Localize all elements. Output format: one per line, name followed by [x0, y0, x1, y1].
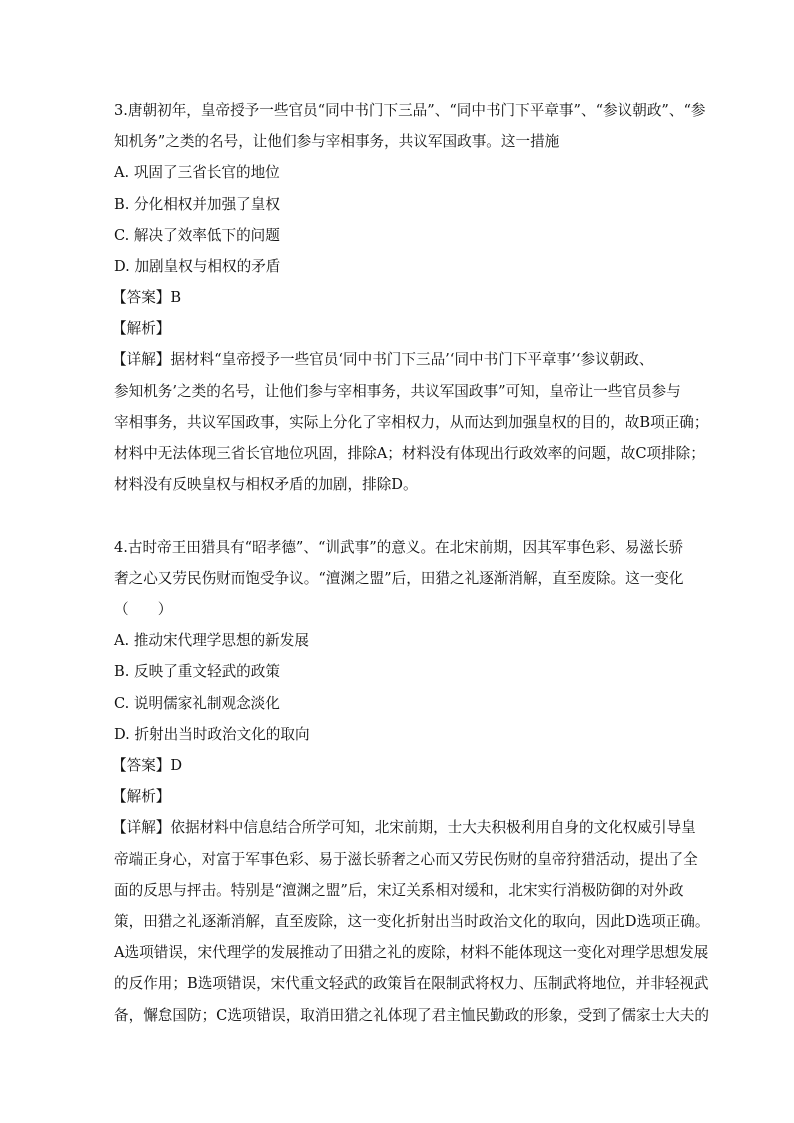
q4-detail-line-2: 帝端正身心，对富于军事色彩、易于滋长骄奢之心而又劳民伤财的皇帝狩猎活动，提出了全 — [114, 851, 698, 868]
q3-analysis-label: 【解析】 — [112, 320, 171, 337]
q4-option-a: A. 推动宋代理学思想的新发展 — [114, 632, 309, 649]
q4-detail-line-1: 【详解】依据材料中信息结合所学可知，北宋前期，士大夫积极利用自身的文化权威引导皇 — [112, 819, 696, 836]
q4-detail-line-7: 备，懈怠国防；C选项错误，取消田猎之礼体现了君主恤民勤政的形象，受到了儒家士大夫的 — [114, 1007, 709, 1024]
q4-detail-line-6: 的反作用；B选项错误，宋代重文轻武的政策旨在限制武将权力、压制武将地位，并非轻视武 — [114, 975, 709, 992]
q3-option-c: C. 解决了效率低下的问题 — [114, 227, 280, 244]
q4-detail-line-5: A选项错误，宋代理学的发展推动了田猎之礼的废除，材料不能体现这一变化对理学思想发展 — [114, 944, 709, 961]
q3-option-a: A. 巩固了三省长官的地位 — [114, 164, 280, 181]
q4-analysis-label: 【解析】 — [112, 788, 171, 805]
q3-detail-line-2: 参知机务’之类的名号，让他们参与宰相事务，共议军国政事”可知，皇帝让一些官员参与 — [114, 383, 681, 400]
q4-stem-line-2: 奢之心又劳民伤财而饱受争议。“澶渊之盟”后，田猎之礼逐渐消解，直至废除。这一变化 — [114, 570, 684, 587]
q3-detail-line-1: 【详解】据材料“皇帝授予一些官员‘同中书门下三品’‘同中书门下平章事’‘参议朝政、 — [112, 351, 654, 368]
q4-option-c: C. 说明儒家礼制观念淡化 — [114, 695, 280, 712]
q4-detail-line-3: 面的反思与抨击。特别是“澶渊之盟”后，宋辽关系相对缓和，北宋实行消极防御的对外政 — [114, 882, 684, 899]
q4-option-d: D. 折射出当时政治文化的取向 — [114, 726, 310, 743]
q3-option-d: D. 加剧皇权与相权的矛盾 — [114, 258, 281, 275]
q4-answer: 【答案】D — [112, 757, 183, 774]
q3-stem-line-1: 3.唐朝初年，皇帝授予一些官员“同中书门下三品”、“同中书门下平章事”、“参议朝政”、“参 — [114, 102, 706, 119]
q3-detail-line-4: 材料中无法体现三省长官地位巩固，排除A；材料没有体现出行政效率的问题，故C项排除； — [114, 445, 705, 462]
q3-answer: 【答案】B — [112, 289, 182, 306]
q4-detail-line-4: 策，田猎之礼逐渐消解，直至废除，这一变化折射出当时政治文化的取向，因此D选项正确。 — [114, 913, 710, 930]
q4-option-b: B. 反映了重文轻武的政策 — [114, 663, 280, 680]
q4-stem-line-1: 4.古时帝王田猎具有“昭孝德”、“训武事”的意义。在北宋前期，因其军事色彩、易滋长骄 — [114, 539, 684, 556]
q3-option-b: B. 分化相权并加强了皇权 — [114, 196, 280, 213]
q3-detail-line-5: 材料没有反映皇权与相权矛盾的加剧，排除D。 — [114, 476, 418, 493]
q4-stem-line-3: （ ） — [114, 601, 173, 618]
q3-detail-line-3: 宰相事务，共议军国政事，实际上分化了宰相权力，从而达到加强皇权的目的，故B项正确； — [114, 414, 709, 431]
q3-stem-line-2: 知机务”之类的名号，让他们参与宰相事务，共议军国政事。这一措施 — [114, 133, 560, 150]
